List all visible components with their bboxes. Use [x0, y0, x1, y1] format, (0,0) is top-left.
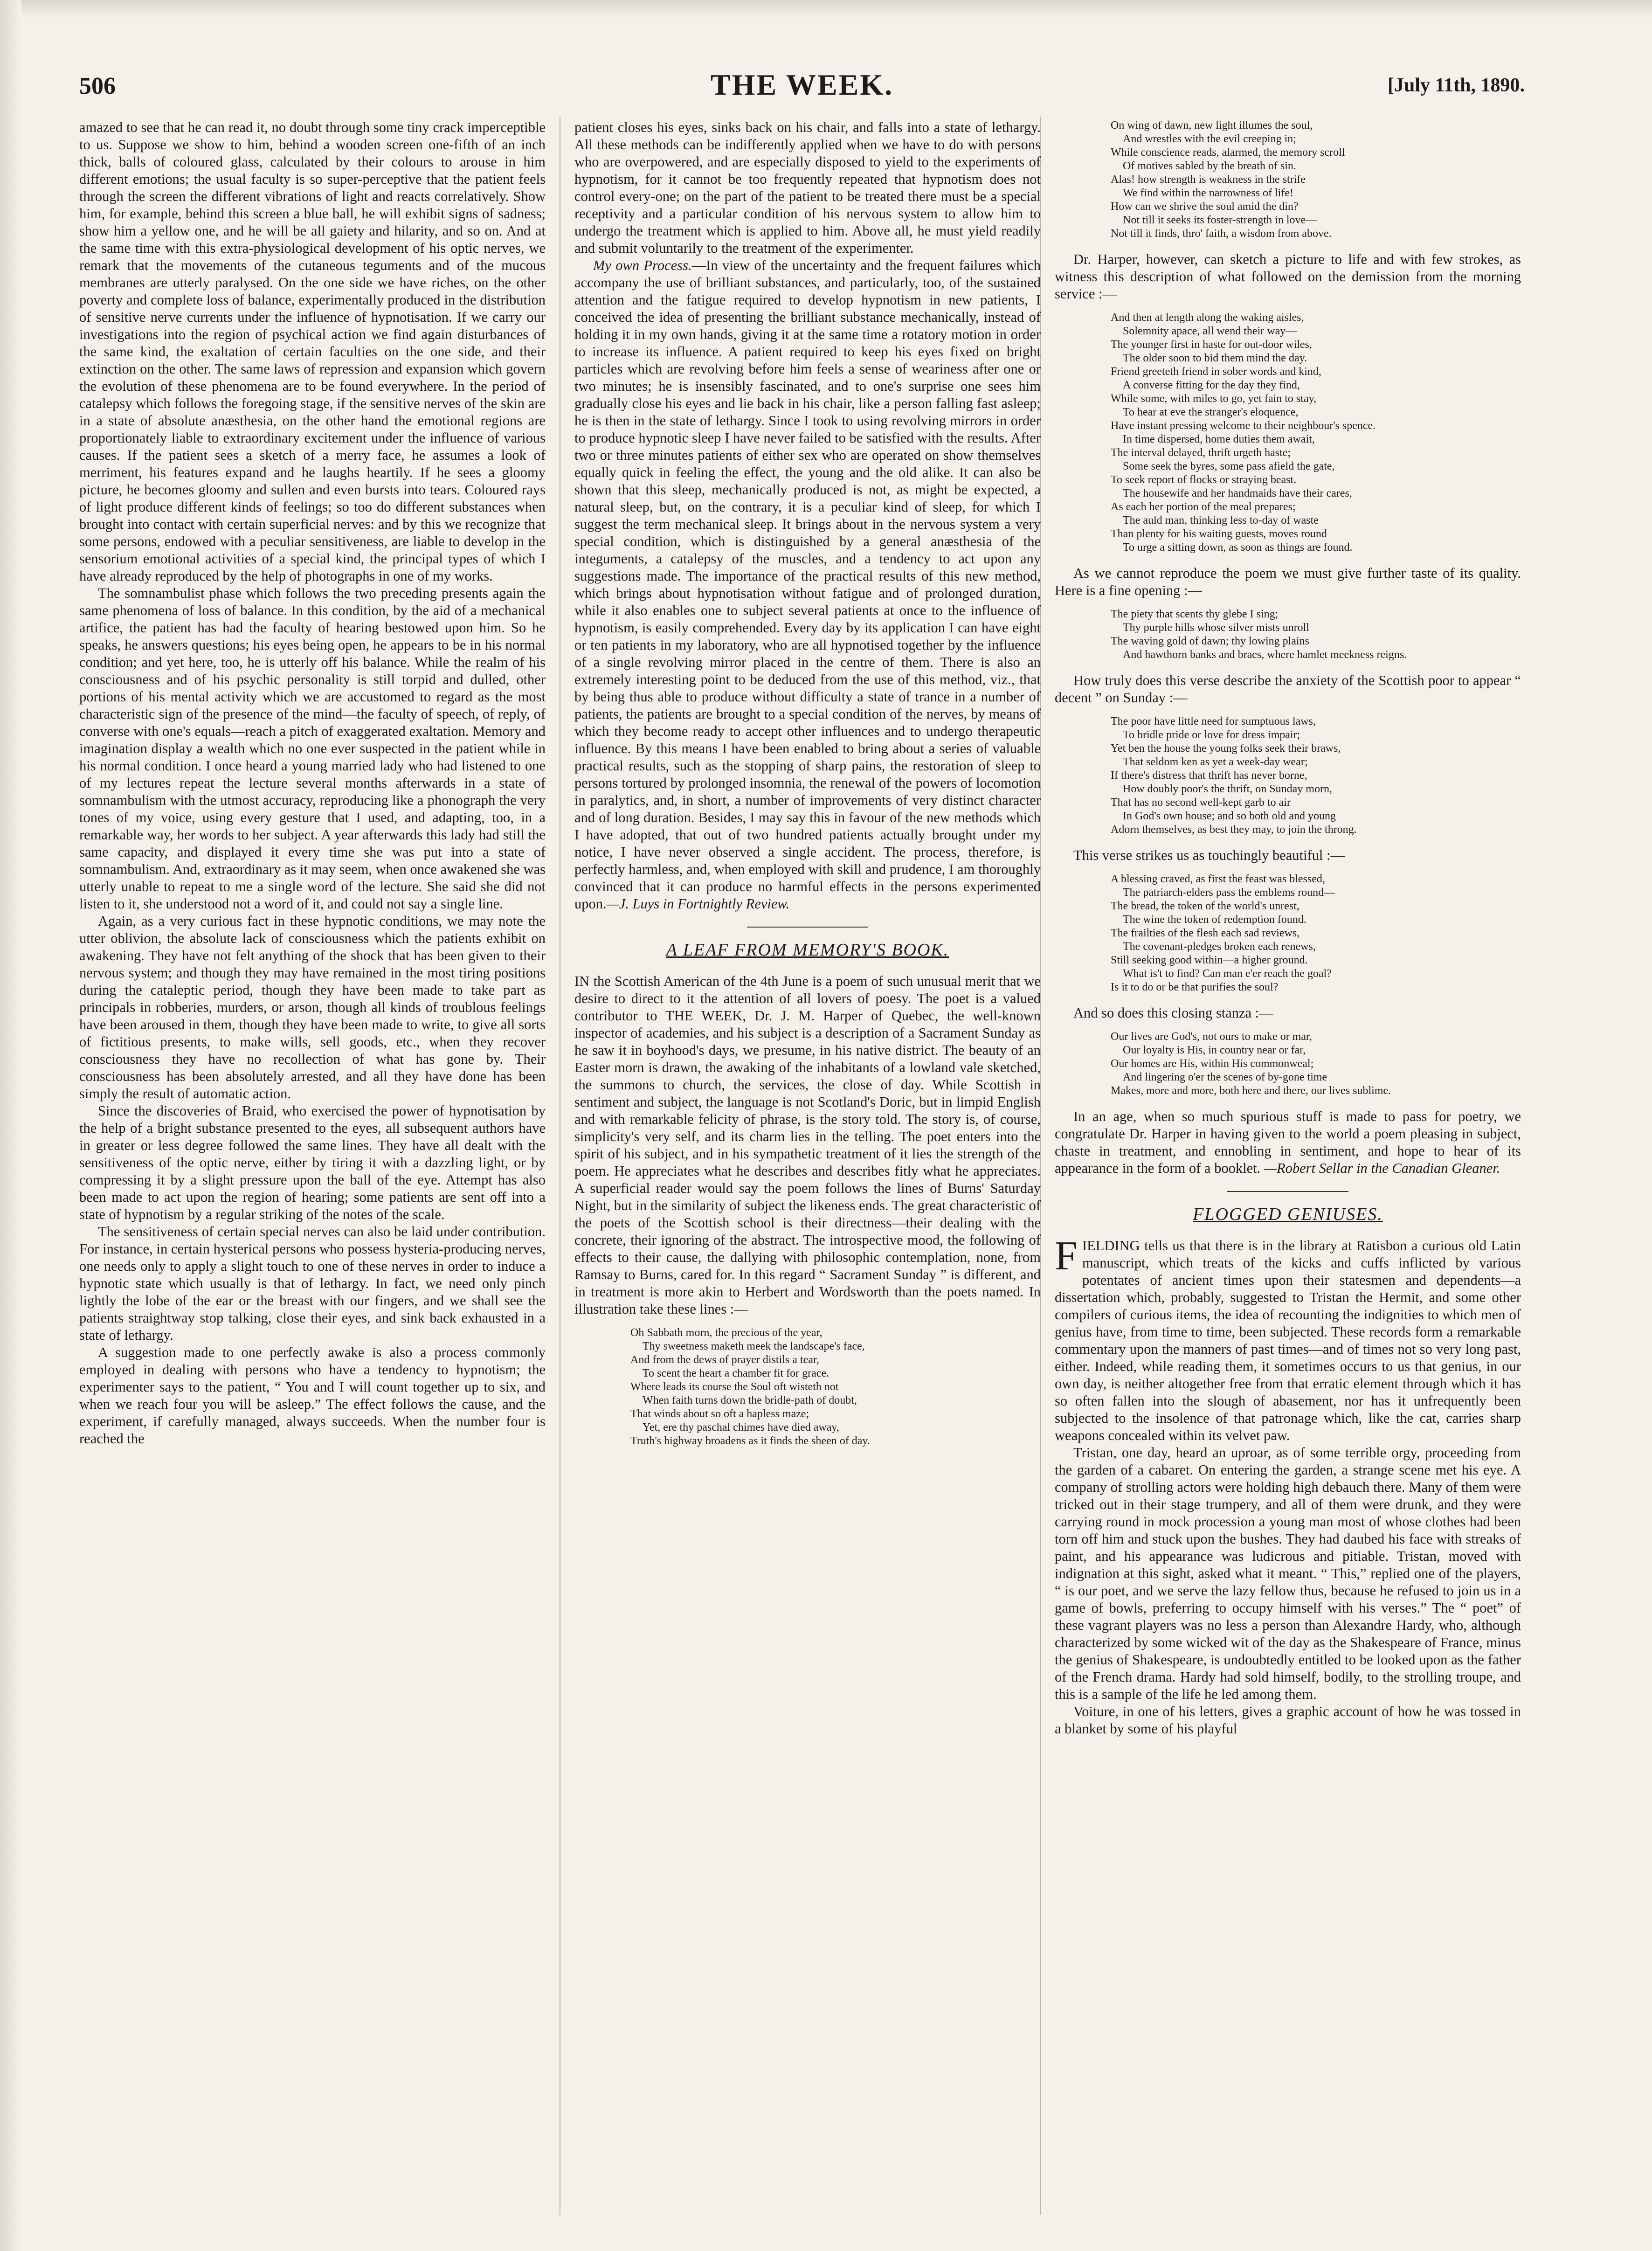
column-3 — [1055, 119, 1521, 2217]
poem-line: Not till it seeks its foster-strength in love— — [1123, 214, 1317, 226]
article-paragraph: The sensitiveness of certain special nerves can also be laid under contribution. For instance, in certain hysterical persons who possess hysteria-producing nerves, one needs only to apply a slight touch to one of these nerves in order to induce a hypnotic state which usually is that of lethargy. In fact, we need only pinch lightly the lobe of the ear or the breast with our fingers, and we shall see the patients straightway stop talking, close their eyes, and sink back exhausted in a state of lethargy. — [79, 1224, 546, 1343]
poem-block — [1111, 608, 1521, 662]
article-paragraph: IN the Scottish American of the 4th June is a poem of such unusual merit that we desire to direct to it the attention of all lovers of poesy. The poet is a valued contributor to THE WEEK, Dr. J. M. Harper of Quebec, the well-known inspector of academies, and his subject is a description of a Sacrament Sunday as he saw it in boyhood's days, we presume, in his native district. The beauty of an Easter morn is drawn, the awaking of the inhabitants of a lowland vale sketched, the summons to church, the services, the close of day. While Scottish in sentiment and subject, the language is not Scotland's Doric, but in limpid English and with remarkable felicity of phrase, is the story told. The story is, of course, simplicity's very self, and its charm lies in the telling. The poet enters into the spirit of his subject, and in his sympathetic treatment of it lies the strength of the poem. He appreciates what he describes and describes fitly what he appreciates. A superficial reader would say the poem follows the lines of Burns' Saturday Night, but in the similarity of subject the likeness ends. The great characteristic of the poets of the Scottish school is their directness—their dealing with the concrete, their ignoring of the abstract. The introspective mood, the following of effects to their cause, the dallying with philosophic contemplation, none, from Ramsay to Burns, cared for. In this regard “ Sacrament Sunday ” is different, and in treatment is more akin to Herbert and Wordsworth than the poets named. In illustration take these lines :— — [574, 973, 1041, 1317]
poem-line: Still seeking good within—a higher ground. — [1111, 954, 1308, 966]
page-number: 506 — [79, 73, 116, 99]
poem-line: The bread, the token of the world's unrest, — [1111, 900, 1299, 912]
poem-line: As each her portion of the meal prepares; — [1111, 501, 1296, 513]
poem-line: To urge a sitting down, as soon as things are found. — [1123, 541, 1353, 554]
article-paragraph: amazed to see that he can read it, no doubt through some tiny crack imperceptible to us. Suppose we show to him, behind a wooden screen one-fifth of an inch thick, balls of coloured glass, calculated by their colours to arouse in him different emotions; the usual faculty is so super-perceptive that the patient feels through the screen the different vibrations of light and reacts correlatively. Show him, for example, behind this screen a blue ball, he will exhibit signs of sadness; show him a yellow one, and he will be all gaiety and hilarity, and so on. And at the same time with this extra-physiological development of his optic nerves, we remark that the movements of the cutaneous teguments and of the mucous membranes are utterly paralysed. On the one side we have riches, on the other poverty and complete loss of balance, experimentally produced in the distribution of sensitive nerve currents under the influence of hypnotisation. If we carry our investigations into the region of psychical action we find again disturbances of the same kind, the exaltation of certain faculties on the one side, and their extinction on the other. The same laws of repression and expansion which govern the evolution of these phenomena are to be found everywhere. In the period of catalepsy which follows the foregoing stage, if the sensitive nerves of the skin are in a state of absolute anæsthesia, on the other hand the emotional regions are proportionately liable to extraordinary excitement under the influence of various causes. If the patient sees a sketch of a merry face, he assumes a look of merriment, his features expand and he laughs heartily. If he sees a gloomy picture, he becomes gloomy and sullen and even bursts into tears. Coloured rays of light produce different kinds of feelings; so too do different substances when brought into contact with certain superficial nerves: and by this we recognize that some persons, endowed with a peculiar sensitiveness, are liable to develop in the sensorium emotional activities of a special kind, the principal types of which I have already reproduced by the help of photographs in one of my works. — [79, 119, 546, 584]
poem-line: Our loyalty is His, in country near or far, — [1123, 1044, 1306, 1056]
poem-line: How doubly poor's the thrift, on Sunday morn, — [1123, 783, 1332, 795]
poem-line: The waving gold of dawn; thy lowing plains — [1111, 635, 1309, 647]
poem-line: Truth's highway broadens as it finds the sheen of day. — [630, 1435, 870, 1447]
article-paragraph: Tristan, one day, heard an uproar, as of some terrible orgy, proceeding from the garden of a cabaret. On entering the garden, a strange scene met his eye. A company of strolling actors were holding high debauch there. Many of them were tricked out in their stage trumpery, and all of them were drunk, and they were carrying round in mock procession a young man most of whose clothes had been torn off him and stuck upon the bushes. They had daubed his face with streaks of paint, and his appearance was ludicrous and pitiable. Tristan, moved with indignation at this sight, asked what it meant. “ This,” replied one of the players, “ is our poet, and we serve the lazy fellow thus, because he refused to join us in a game of bowls, preferring to occupy himself with his verses.” The “ poet” of these vagrant players was no less a person than Alexandre Hardy, who, although characterized by some wicked wit of the day as the Shakespeare of France, minus the genius of Shakespeare, is undoubtedly entitled to be looked upon as the father of the French drama. Hardy had sold himself, bodily, to the strolling troupe, and this is a sample of the life he led among them. — [1055, 1445, 1521, 1702]
poem-line: Alas! how strength is weakness in the strife — [1111, 173, 1306, 186]
article-paragraph — [1055, 1108, 1521, 1177]
poem-block — [1111, 1030, 1521, 1098]
page-header — [79, 63, 1525, 105]
poem-block — [1111, 715, 1521, 837]
section-lead: My own Process. — [593, 257, 692, 273]
paragraph-text: —In view of the uncertainty and the frequent failures which accompany the use of brilliant substances, and particularly, too, of the sustained attention and the fatigue required to develop hypnotism in new patients, I conceived the idea of presenting the brilliant substance mechanically, instead of holding it in my own hands, giving it at the same time a rotatory motion in order to increase its influence. A patient required to keep his eyes fixed on bright particles which are revolving before him feels a sense of weariness after one or two minutes; he is insensibly fascinated, and to one's surprise one sees him gradually close his eyes and lie back in his chair, like a person falling fast asleep; he is then in the state of lethargy. Since I took to using revolving mirrors in order to produce hypnotic sleep I have never failed to be satisfied with the results. After two or three minutes patients of either sex who are operated on show themselves equally quick in feeling the effect, the young and the old alike. It can also be shown that this sleep, mechanically produced is not, as might be expected, a natural sleep, but, on the contrary, it is a peculiar kind of sleep, for which I suggest the term mechanical sleep. It brings about in the nervous system a very special condition, which is distinguished by a general anæsthesia of the integuments, a catalepsy of the muscles, and a tendency to act upon any suggestions made. The importance of the practical results of this new method, which brings about hypnotisation without fatigue and of prolonged duration, while it also enables one to subject several patients at once to the influence of hypnotism, is easily comprehended. Every day by its application I can have eight or ten patients in my laboratory, who are all hypnotised together by the influence of a single revolving mirror placed in the centre of them. There is also an extremely interesting point to be deduced from the use of this method, viz., that by being thus able to produce without difficulty a state of trance in a number of patients, the patients are brought to a special condition of the nerves, by means of which they become ready to accept other influences and to undergo therapeutic influence. By this means I have been enabled to bring about a series of valuable practical results, such as the stopping of sharp pains, the restoration of sleep to persons tortured by prolonged insomnia, the renewal of the powers of locomotion in paralytics, and, in short, a number of improvements of very distinct character and of long duration. Besides, I may say this in favour of the new methods which I have adopted, that out of two hundred patients actually brought under my notice, I have never observed a single accident. The process, therefore, is perfectly harmless, and, when employed with skill and prudence, I am thoroughly convinced that it can produce no harmful effects in the persons experimented upon. — [574, 257, 1041, 912]
poem-line: While conscience reads, alarmed, the memory scroll — [1111, 146, 1345, 159]
drop-cap: F — [1055, 1233, 1078, 1279]
poem-line: On wing of dawn, new light illumes the soul, — [1111, 119, 1313, 132]
poem-line: Yet ben the house the young folks seek their braws, — [1111, 742, 1341, 755]
poem-line: Not till it finds, thro' faith, a wisdom from above. — [1111, 228, 1332, 240]
article-signature: —J. Luys in Fortnightly Review. — [606, 896, 790, 912]
poem-line: Adorn themselves, as best they may, to join the throng. — [1111, 824, 1357, 836]
poem-line: To seek report of flocks or straying beast. — [1111, 474, 1297, 486]
article-paragraph: Since the discoveries of Braid, who exercised the power of hypnotisation by the help of a bright substance presented to the eyes, all subsequent authors have in greater or less degree followed the same lines. They have all dealt with the sensitiveness of the optic nerve, either by tiring it with a dazzling light, or by compressing it by a slight pressure upon the ball of the eye. Attempt has also been made to act upon the region of hearing; some patients are sent off into a state of hypnotism by a regular striking of the notes of the scale. — [79, 1103, 546, 1222]
poem-line: The older soon to bid them mind the day. — [1123, 352, 1307, 364]
poem-line: Oh Sabbath morn, the precious of the year, — [630, 1327, 823, 1339]
poem-line: How can we shrive the soul amid the din? — [1111, 201, 1299, 213]
section-divider — [1227, 1191, 1348, 1192]
poem-block — [630, 1326, 1041, 1448]
newspaper-title: THE WEEK. — [710, 68, 894, 101]
poem-line: The younger first in haste for out-door wiles, — [1111, 339, 1312, 351]
article-paragraph: Again, as a very curious fact in these hypnotic conditions, we may note the utter oblivion, the absolute lack of consciousness which the patients exhibit on awakening. They have not felt anything of the shock that has been given to their nervous system; and though they may have remained in the most tiring positions during the cataleptic period, though they have been made to take part as principals in robberies, murders, or arson, though all kinds of troublous feelings have been aroused in them, though they have been made to write, to give all sorts of fictitious presents, to make wills, sell goods, etc., when they recover consciousness they have no recollection of what has gone by. Their consciousness has been absolutely arrested, and all they have done has been simply the result of automatic action. — [79, 913, 546, 1101]
poem-line: And then at length along the waking aisles, — [1111, 312, 1304, 324]
poem-line: Than plenty for his waiting guests, moves round — [1111, 528, 1327, 540]
poem-line: And hawthorn banks and braes, where hamlet meekness reigns. — [1123, 649, 1407, 661]
article-heading: FLOGGED GENIUSES. — [1193, 1205, 1383, 1224]
section-divider — [747, 927, 868, 928]
poem-line: The piety that scents thy glebe I sing; — [1111, 608, 1279, 620]
poem-line: When faith turns down the bridle-path of doubt, — [643, 1394, 857, 1406]
article-paragraph: And so does this closing stanza :— — [1073, 1005, 1273, 1021]
scan-binding-shadow — [0, 0, 21, 2251]
article-paragraph: Voiture, in one of his letters, gives a graphic account of how he was tossed in a blanket by some of his playful — [1055, 1704, 1521, 1737]
poem-block — [1111, 873, 1521, 994]
article-paragraph — [1055, 1233, 1521, 1444]
poem-line: What is't to find? Can man e'er reach the goal? — [1123, 968, 1332, 980]
article-paragraph: Dr. Harper, however, can sketch a picture to life and with few strokes, as witness this description of what followed on the demission from the morning service :— — [1055, 251, 1521, 302]
poem-line: That has no second well-kept garb to air — [1111, 797, 1291, 809]
poem-block — [1111, 119, 1521, 241]
poem-line: The auld man, thinking less to-day of waste — [1123, 514, 1319, 526]
article-paragraph: The somnambulist phase which follows the two preceding presents again the same phenomena of loss of balance. In this condition, by the aid of a mechanical artifice, the patient has had the faculty of hearing bestowed upon him. So he speaks, he answers questions; his eyes being open, he appears to be in his normal condition; and yet here, too, he is utterly off his balance. While the realm of his consciousness and of his psychic personality is still torpid and dulled, other portions of his mental activity which we are accustomed to regard as the most characteristic sign of the presence of the mind—the faculty of speech, of reply, of converse with one's equals—reach a pitch of exaggerated exaltation. Memory and imagination display a wealth which no one ever suspected in the patient while in his normal condition. I once heard a young married lady who had listened to one of my lectures repeat the lecture several months afterwards in a state of somnambulism with the utmost accuracy, reproducing like a phonograph the very tones of my voice, using every gesture that I used, and adapting, too, in a remarkable way, her words to her subject. A year afterwards this lady had still the same capacity, and displayed it every time she was put into a state of somnambulism. And, extraordinary as it may seem, when once awakened she was utterly unable to repeat to me a single word of the lecture. She said she did not listen to it, she understood not a word of it, and could not say a single line. — [79, 585, 546, 912]
poem-line: That winds about so oft a hapless maze; — [630, 1408, 809, 1420]
poem-line: In time dispersed, home duties them await, — [1123, 433, 1315, 445]
poem-line: The poor have little need for sumptuous laws, — [1111, 715, 1316, 727]
poem-line: And wrestles with the evil creeping in; — [1123, 133, 1296, 145]
poem-line: The interval delayed, thrift urgeth haste; — [1111, 447, 1291, 459]
poem-line: Solemnity apace, all wend their way— — [1123, 325, 1297, 337]
poem-line: A blessing craved, as first the feast was blessed, — [1111, 873, 1325, 885]
issue-date: [July 11th, 1890. — [1387, 75, 1525, 96]
poem-line: Of motives sabled by the breath of sin. — [1123, 160, 1296, 172]
article-paragraph: As we cannot reproduce the poem we must give further taste of its quality. Here is a fine opening :— — [1055, 565, 1521, 598]
poem-line: Yet, ere thy paschal chimes have died away, — [643, 1421, 839, 1434]
poem-line: The patriarch-elders pass the emblems round— — [1123, 887, 1335, 899]
poem-line: Some seek the byres, some pass afield the gate, — [1123, 460, 1335, 472]
poem-block — [1111, 311, 1521, 554]
poem-line: Where leads its course the Soul oft wisteth not — [630, 1381, 839, 1393]
poem-line: Have instant pressing welcome to their neighbour's spence. — [1111, 420, 1376, 432]
article-heading: A LEAF FROM MEMORY'S BOOK. — [666, 940, 949, 960]
poem-line: We find within the narrowness of life! — [1123, 187, 1293, 199]
article-paragraph: This verse strikes us as touchingly beautiful :— — [1073, 847, 1345, 863]
poem-line: Thy purple hills whose silver mists unroll — [1123, 622, 1309, 634]
poem-line: If there's distress that thrift has never borne, — [1111, 769, 1307, 782]
article-paragraph: patient closes his eyes, sinks back on his chair, and falls into a state of lethargy. All these methods can be indifferently applied when we have to do with persons who are overpowered, and are especially disposed to yield to the experiments of hypnotism, for it cannot be too frequently repeated that hypnotism does not control every-one; on the part of the patient to be treated there must be a special receptivity and a particular condition of his nervous system to allow him to undergo the treatment which is applied to him. Above all, he must yield readily and submit voluntarily to the treatment of the experimenter. — [574, 119, 1041, 256]
poem-line: And lingering o'er the scenes of by-gone time — [1123, 1071, 1327, 1083]
poem-line: In God's own house; and so both old and young — [1123, 810, 1336, 822]
poem-line: That seldom ken as yet a week-day wear; — [1123, 756, 1308, 768]
poem-line: And from the dews of prayer distils a tear, — [630, 1354, 819, 1366]
poem-line: While some, with miles to go, yet fain to stay, — [1111, 393, 1317, 405]
article-paragraph: A suggestion made to one perfectly awake is also a process commonly employed in dealing with persons who have a tendency to hypnotism; the experimenter says to the patient, “ You and I will count together up to six, and when we reach four you will be asleep.” The effect follows the cause, and the experiment, if carefully managed, always succeeds. When the number four is reached the — [79, 1344, 546, 1447]
poem-line: The frailties of the flesh each sad reviews, — [1111, 927, 1300, 939]
poem-line: Makes, more and more, both here and there, our lives sublime. — [1111, 1085, 1391, 1097]
poem-line: Our lives are God's, not ours to make or mar, — [1111, 1031, 1312, 1043]
poem-line: The wine the token of redemption found. — [1123, 914, 1306, 926]
article-paragraph — [574, 257, 1041, 913]
poem-line: A converse fitting for the day they find, — [1123, 379, 1300, 391]
poem-line: The housewife and her handmaids have their cares, — [1123, 487, 1352, 499]
paragraph-text: In an age, when so much spurious stuff is made to pass for poetry, we congratulate Dr. Harper in having given to the world a poem pleasing in subject, chaste in treatment, and ennobling in sentiment, and hope to hear of its appearance in the form of a booklet. — [1055, 1108, 1521, 1176]
poem-line: Thy sweetness maketh meek the landscape's face, — [643, 1340, 865, 1352]
paragraph-text: IELDING tells us that there is in the library at Ratisbon a curious old Latin manuscript, which treats of the kicks and cuffs inflicted by various potentates of ancient times upon their statesmen and dependents—a dissertation which, probably, suggested to Tristan the Hermit, and some other compilers of curious items, the idea of recounting the indignities to which men of genius have, from time to time, been subjected. These records form a remarkable commentary upon the manners of past times—and of times not so very long past, either. Indeed, while reading them, it sometimes occurs to us that genius, in our own day, is neither altogether free from that erratic element through which it has so often fallen into the slough of abasement, nor has it unfrequently been subjected to the insolence of that patronage which, like the cat, carries sharp weapons concealed within its velvet paw. — [1055, 1238, 1521, 1443]
article-signature: —Robert Sellar in the Canadian Gleaner. — [1264, 1160, 1500, 1176]
poem-line: To scent the heart a chamber fit for grace. — [643, 1367, 829, 1379]
poem-line: The covenant-pledges broken each renews, — [1123, 941, 1316, 953]
column-1 — [79, 119, 546, 2217]
scan-edge — [0, 0, 1652, 19]
article-paragraph: How truly does this verse describe the anxiety of the Scottish poor to appear “ decent ” on Sunday :— — [1055, 672, 1521, 706]
poem-line: To bridle pride or love for dress impair; — [1123, 729, 1300, 741]
column-2 — [574, 119, 1041, 2217]
poem-line: Friend greeteth friend in sober words and kind, — [1111, 366, 1321, 378]
poem-line: Is it to do or be that purifies the soul? — [1111, 981, 1279, 993]
poem-line: Our homes are His, within His commonweal; — [1111, 1058, 1314, 1070]
poem-line: To hear at eve the stranger's eloquence, — [1123, 406, 1299, 418]
